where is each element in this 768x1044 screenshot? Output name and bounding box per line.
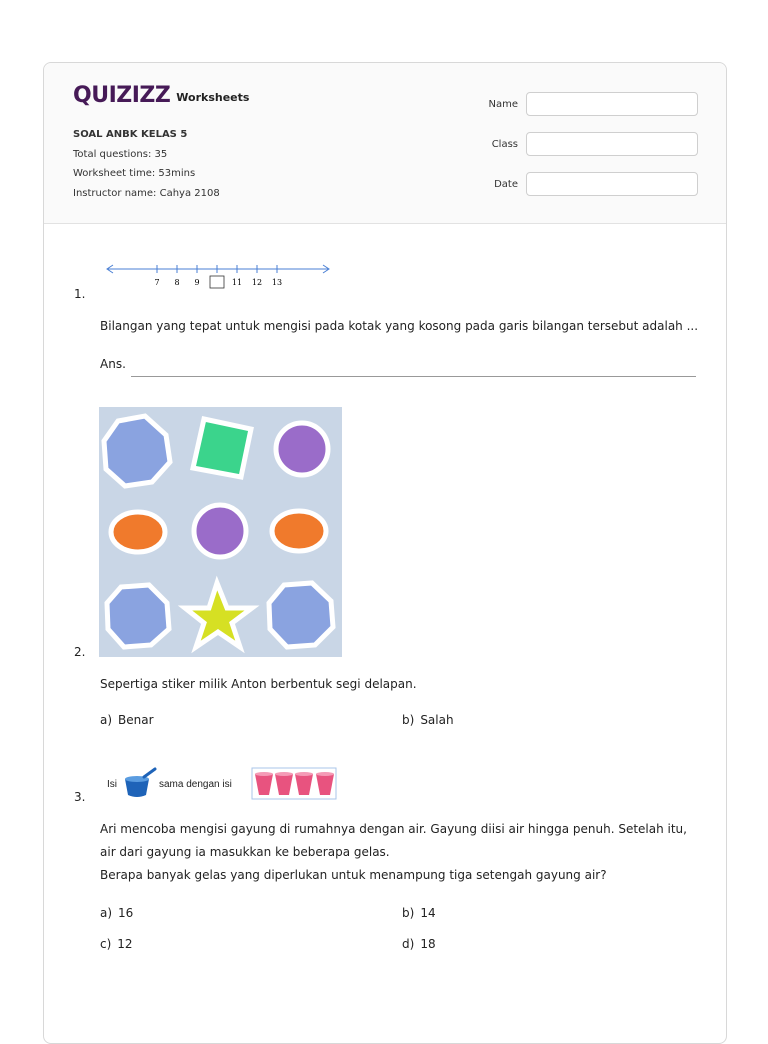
- logo-text: QUIZIZZ: [73, 83, 171, 108]
- tick-label-12: 12: [251, 278, 263, 287]
- option-c[interactable]: [100, 937, 133, 951]
- class-label: Class: [491, 138, 518, 150]
- question-text-line: Berapa banyak gelas yang diperlukan untuk menampung tiga setengah gayung air?: [100, 868, 607, 882]
- worksheet: [43, 62, 727, 1044]
- empty-answer-box: [210, 276, 224, 288]
- tick-label-13: 13: [271, 278, 283, 287]
- image-text-isi: Isi: [107, 779, 117, 790]
- orange-oval-sticker: [272, 511, 326, 551]
- option-a[interactable]: [100, 713, 154, 727]
- tick-label-7: 7: [154, 278, 160, 287]
- date-field-row: [478, 172, 698, 196]
- octagon-sticker: [269, 583, 333, 647]
- question-number: 3.: [74, 790, 86, 804]
- option-text: Benar: [118, 713, 154, 727]
- option-a[interactable]: [100, 906, 133, 920]
- worksheet-time: Worksheet time: 53mins: [73, 168, 196, 179]
- option-text: 16: [118, 906, 134, 920]
- gayung-icon: [125, 769, 155, 797]
- orange-oval-sticker: [111, 512, 165, 552]
- class-input[interactable]: [526, 132, 698, 156]
- octagon-sticker: [107, 585, 169, 647]
- option-letter: b): [402, 906, 415, 920]
- octagon-sticker: [104, 416, 170, 486]
- date-label: Date: [494, 178, 518, 190]
- question-number: 2.: [74, 645, 86, 659]
- tick-label-8: 8: [174, 278, 180, 287]
- stickers-image: [99, 407, 342, 657]
- option-d[interactable]: [402, 937, 436, 951]
- option-letter: b): [402, 713, 415, 727]
- name-field-row: [478, 92, 698, 116]
- answer-label: Ans.: [100, 357, 126, 371]
- option-letter: a): [100, 906, 113, 920]
- worksheet-title: SOAL ANBK KELAS 5: [73, 129, 188, 140]
- logo-subtitle: Worksheets: [176, 91, 250, 104]
- worksheet-header: [44, 63, 726, 224]
- square-sticker: [193, 419, 251, 477]
- option-b[interactable]: [402, 713, 454, 727]
- total-questions: Total questions: 35: [73, 148, 168, 160]
- name-label: Name: [488, 98, 518, 110]
- date-input[interactable]: [526, 172, 698, 196]
- brand-logo: [73, 83, 249, 108]
- option-text: Salah: [420, 713, 454, 727]
- worksheet-meta: [73, 125, 220, 203]
- option-text: 18: [420, 937, 436, 951]
- purple-circle-sticker: [276, 423, 328, 475]
- number-line-image: [100, 253, 340, 289]
- option-letter: a): [100, 713, 113, 727]
- option-b[interactable]: [402, 906, 436, 920]
- question-text-line: Ari mencoba mengisi gayung di rumahnya dengan air. Gayung diisi air hingga penuh. Setelah itu,: [100, 822, 687, 836]
- option-text: 12: [117, 937, 133, 951]
- question-text: Sepertiga stiker milik Anton berbentuk segi delapan.: [100, 677, 417, 691]
- option-letter: c): [100, 937, 112, 951]
- class-field-row: [478, 132, 698, 156]
- name-input[interactable]: [526, 92, 698, 116]
- option-text: 14: [420, 906, 436, 920]
- question-text: Bilangan yang tepat untuk mengisi pada kotak yang kosong pada garis bilangan tersebut adalah ...: [100, 319, 699, 333]
- tick-label-11: 11: [231, 278, 243, 287]
- question-text: [100, 818, 700, 887]
- tick-label-9: 9: [194, 278, 200, 287]
- question-number: 1.: [74, 287, 86, 301]
- answer-line[interactable]: [131, 376, 696, 377]
- option-letter: d): [402, 937, 415, 951]
- instructor-name: Instructor name: Cahya 2108: [73, 187, 220, 199]
- image-text-sama: sama dengan isi: [159, 779, 232, 790]
- question-text-line: air dari gayung ia masukkan ke beberapa gelas.: [100, 845, 390, 859]
- gayung-glasses-image: [100, 765, 340, 801]
- purple-circle-sticker: [194, 505, 246, 557]
